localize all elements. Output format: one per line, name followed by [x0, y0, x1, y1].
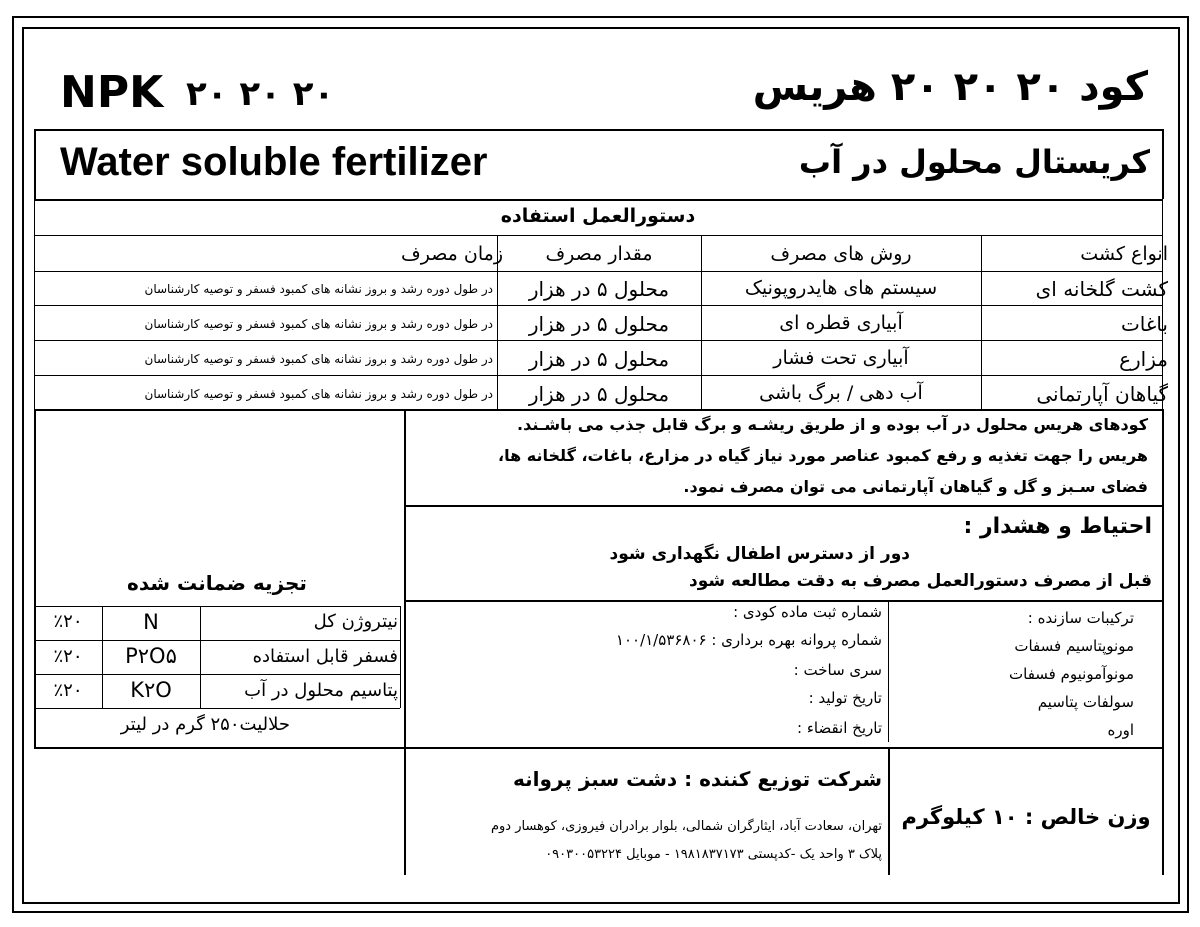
method-cell: آبیاری تحت فشار	[773, 347, 909, 369]
time-cell: در طول دوره رشد و بروز نشانه های کمبود فسفر و توصیه کارشناسان	[144, 387, 493, 401]
usage-header-method: روش های مصرف	[770, 243, 912, 265]
nutrient-name: فسفر قابل استفاده	[252, 646, 398, 667]
nutrient-value: ٪۲۰	[53, 646, 83, 667]
nutrient-symbol: N	[143, 610, 159, 634]
time-cell: در طول دوره رشد و بروز نشانه های کمبود فسفر و توصیه کارشناسان	[144, 282, 493, 296]
distributor-company: شرکت توزیع کننده : دشت سبز پروانه	[513, 767, 882, 791]
crop-cell: گیاهان آپارتمانی	[1036, 382, 1168, 406]
amount-cell: محلول ۵ در هزار	[528, 382, 670, 406]
nutrient-symbol: K۲O	[130, 678, 172, 702]
subtitle-en: Water soluble fertilizer	[60, 140, 488, 184]
method-cell: آب دهی / برگ باشی	[759, 382, 923, 404]
product-code-title: کود ۲۰ ۲۰ ۲۰ هریس	[752, 64, 1148, 110]
net-weight: وزن خالص : ۱۰ کیلوگرم	[901, 805, 1151, 829]
distributor-contact: پلاک ۳ واحد یک -کدپستی ۱۹۸۱۸۳۷۱۷۳ - موبایل ۰۹۰۳۰۰۵۳۲۲۴	[545, 847, 882, 862]
usage-header-amount: مقدار مصرف	[545, 243, 653, 265]
crop-cell: مزارع	[1119, 347, 1168, 371]
usage-title: دستورالعمل استفاده	[500, 205, 696, 227]
analysis-title: تجزیه ضمانت شده	[127, 571, 307, 595]
subtitle-fa: کریستال محلول در آب	[798, 143, 1150, 181]
time-cell: در طول دوره رشد و بروز نشانه های کمبود فسفر و توصیه کارشناسان	[144, 317, 493, 331]
nutrient-name: نیتروژن کل	[313, 611, 398, 632]
nutrient-name: پتاسیم محلول در آب	[244, 680, 398, 701]
amount-cell: محلول ۵ در هزار	[528, 312, 670, 336]
amount-cell: محلول ۵ در هزار	[528, 347, 670, 371]
nutrient-value: ٪۲۰	[53, 680, 83, 701]
npk-numbers: ۲۰ ۲۰ ۲۰	[186, 74, 335, 114]
nutrient-value: ٪۲۰	[53, 611, 83, 632]
nutrient-symbol: P۲O۵	[125, 644, 177, 668]
npk-label: NPK	[60, 67, 164, 118]
warning-title: احتیاط و هشدار :	[963, 514, 1152, 539]
label-frame: کود ۲۰ ۲۰ ۲۰ هریس NPK ۲۰ ۲۰ ۲۰ کریستال محلول در آب Water soluble fertilizer دستورالعمل استفاده انواع کشت روش های مصرف مقدار مصرف زمان مصرف کشت گلخانه ای سیستم های هایدروپونیک محلول ۵ در هزار در طول دوره رشد و بروز نشانه های کمبود فسفر و توصیه کارشناسان باغات آبیاری قطره ای محلول ۵ در هزار در طول دوره رشد و بروز نشانه های کمبود فسفر و توصیه کارشناسان مزارع آبیاری تحت فشار محلول ۵ در هزار در طول دوره رشد و بروز نشانه های کمبود فسفر و توصیه کارشناسان گیاهان آپارتمانی آب دهی / برگ باشی محلول ۵ در هزار در طول دوره رشد و بروز نشانه های کمبود فسفر و توصیه کارشناسان کودهای هریس محلول در آب بوده و از طریق ریشـه و برگ قابل جذب می باشـند. هریس را جهت تغذیه و رفع کمبود عناصر مورد نیاز گیاه در مزارع، باغات، گلخانه ها، فضای سـبز و گل و گیاهان آپارتمانی می توان مصرف نمود. احتیاط و هشدار : دور از دسترس اطفال نگهداری شود قبل از مصرف دستورالعمل مصرف به دقت مطالعه شود شماره ثبت ماده کودی : شماره پروانه بهره برداری : ۱۰۰/۱/۵۳۶۸۰۶ سری ساخت : تاریخ تولید : تاریخ انقضاء : ترکیبات سازنده : مونوپتاسیم فسفات مونوآمونیوم فسفات سولفات پتاسیم اوره تجزیه ضمانت شده نیتروژن کل N ٪۲۰ فسفر قابل استفاده P۲O۵ ٪۲۰ پتاسیم محلول در آب K۲O ٪۲۰ حلالیت۲۵۰ گرم در لیتر شرکت توزیع کننده : دشت سبز پروانه تهران، سعادت آباد، ایثارگران شمالی، بلوار برادران فیروزی، کوهسار دوم پلاک ۳ واحد یک -کدپستی ۱۹۸۱۸۳۷۱۷۳ - موبایل ۰۹۰۳۰۰۵۳۲۲۴ وزن خالص : ۱۰ کیلوگرم	[22, 27, 1180, 904]
crop-cell: باغات	[1120, 312, 1168, 336]
usage-header-time: زمان مصرف	[401, 243, 503, 265]
time-cell: در طول دوره رشد و بروز نشانه های کمبود فسفر و توصیه کارشناسان	[144, 352, 493, 366]
method-cell: آبیاری قطره ای	[779, 312, 903, 334]
usage-header-crop: انواع کشت	[1080, 243, 1168, 265]
method-cell: سیستم های هایدروپونیک	[744, 277, 938, 299]
solubility: حلالیت۲۵۰ گرم در لیتر	[120, 714, 290, 735]
distributor-address: تهران، سعادت آباد، ایثارگران شمالی، بلوار برادران فیروزی، کوهسار دوم	[490, 819, 882, 834]
amount-cell: محلول ۵ در هزار	[528, 277, 670, 301]
ingredients-title: ترکیبات سازنده :	[1027, 609, 1134, 627]
crop-cell: کشت گلخانه ای	[1035, 277, 1168, 301]
